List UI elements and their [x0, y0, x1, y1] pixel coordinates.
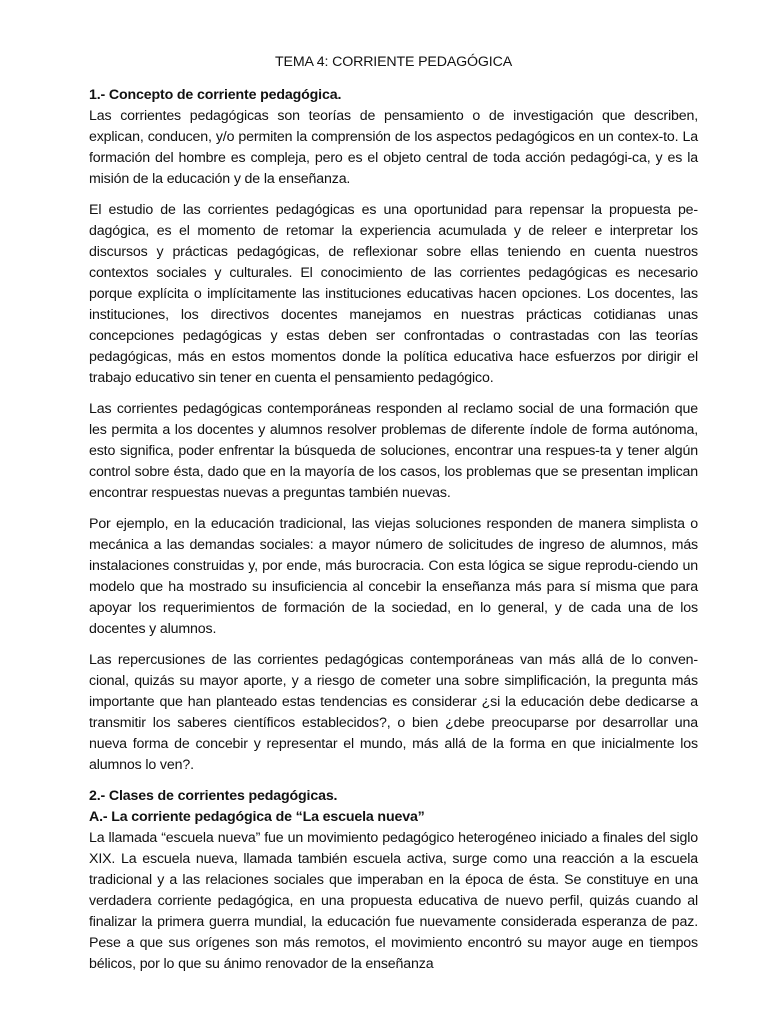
paragraph: Las corrientes pedagógicas contemporáneas responden al reclamo social de una formación que les permita a los docentes y alumnos resolver problemas de diferente índole de forma autónoma, esto significa, poder enfrentar la búsqueda de soluciones, encontrar una respues-ta y tener algún control sobre ésta, dado que en la mayoría de los casos, los problemas que se presentan implican encontrar respuestas nuevas a preguntas también nuevas. — [89, 401, 698, 501]
subsection-heading-escuela-nueva: A.- La corriente pedagógica de “La escuela nueva” — [89, 809, 425, 825]
paragraph: La llamada “escuela nueva” fue un movimiento pedagógico heterogéneo iniciado a finales del siglo XIX. La escuela nueva, llamada también escuela activa, surge como una reacción a la escuela tradicional y a las relaciones sociales que imperaban en la época de ésta. Se constituye en una verdadera corriente pedagógica, en una propuesta educativa de nuevo perfil, quizás cuando al finalizar la primera guerra mundial, la educación fue nuevamente considerada esperanza de paz. Pese a que sus orígenes son más remotos, el movimiento encontró su mayor auge en tiempos bélicos, por lo que su ánimo renovador de la enseñanza — [89, 830, 698, 972]
section-concept — [89, 85, 698, 776]
paragraph: Las repercusiones de las corrientes pedagógicas contemporáneas van más allá de lo conven-cional, quizás su mayor aporte, y a riesgo de cometer una sobre simplificación, la pregunta más importante que han planteado estas tendencias es considerar ¿si la educación debe dedicarse a transmitir los saberes científicos establecidos?, o bien ¿debe preocuparse por desarrollar una nueva forma de concebir y representar el mundo, más allá de la forma en que inicialmente los alumnos lo ven?. — [89, 652, 698, 773]
section-heading-concept: 1.- Concepto de corriente pedagógica. — [89, 87, 342, 103]
document-title: TEMA 4: CORRIENTE PEDAGÓGICA — [274, 54, 513, 70]
paragraph: Por ejemplo, en la educación tradicional, las viejas soluciones responden de manera simplista o mecánica a las demandas sociales: a mayor número de solicitudes de ingreso de alumnos, más instalaciones construidas y, por ende, más burocracia. Con esta lógica se sigue reprodu-ciendo un modelo que ha mostrado su insuficiencia al concebir la enseñanza más para sí misma que para apoyar los requerimientos de formación de la sociedad, en lo general, y de cada una de los docentes y alumnos. — [89, 516, 698, 637]
paragraph: El estudio de las corrientes pedagógicas es una oportunidad para repensar la propuesta pe-dagógica, es el momento de retomar la experiencia acumulada y de releer e interpretar los discursos y prácticas pedagógicas, de reflexionar sobre ellas teniendo en cuenta nuestros contextos sociales y culturales. El conocimiento de las corrientes pedagógicas es necesario porque explícita o implícitamente las instituciones educativas hacen opciones. Los docentes, las instituciones, los directivos docentes manejamos en nuestras prácticas cotidianas unas concepciones pedagógicas y estas deben ser confrontadas o contrastadas con las teorías pedagógicas, más en estos momentos donde la política educativa hace esfuerzos por dirigir el trabajo educativo sin tener en cuenta el pensamiento pedagógico. — [89, 202, 698, 386]
section-classes — [89, 786, 698, 975]
document-page — [89, 52, 698, 975]
paragraph: Las corrientes pedagógicas son teorías de pensamiento o de investigación que describen, explican, conducen, y/o permiten la comprensión de los aspectos pedagógicos en un contex-to. La formación del hombre es compleja, pero es el objeto central de toda acción pedagógi-ca, y es la misión de la educación y de la enseñanza. — [89, 108, 698, 187]
section-heading-classes: 2.- Clases de corrientes pedagógicas. — [89, 788, 338, 804]
